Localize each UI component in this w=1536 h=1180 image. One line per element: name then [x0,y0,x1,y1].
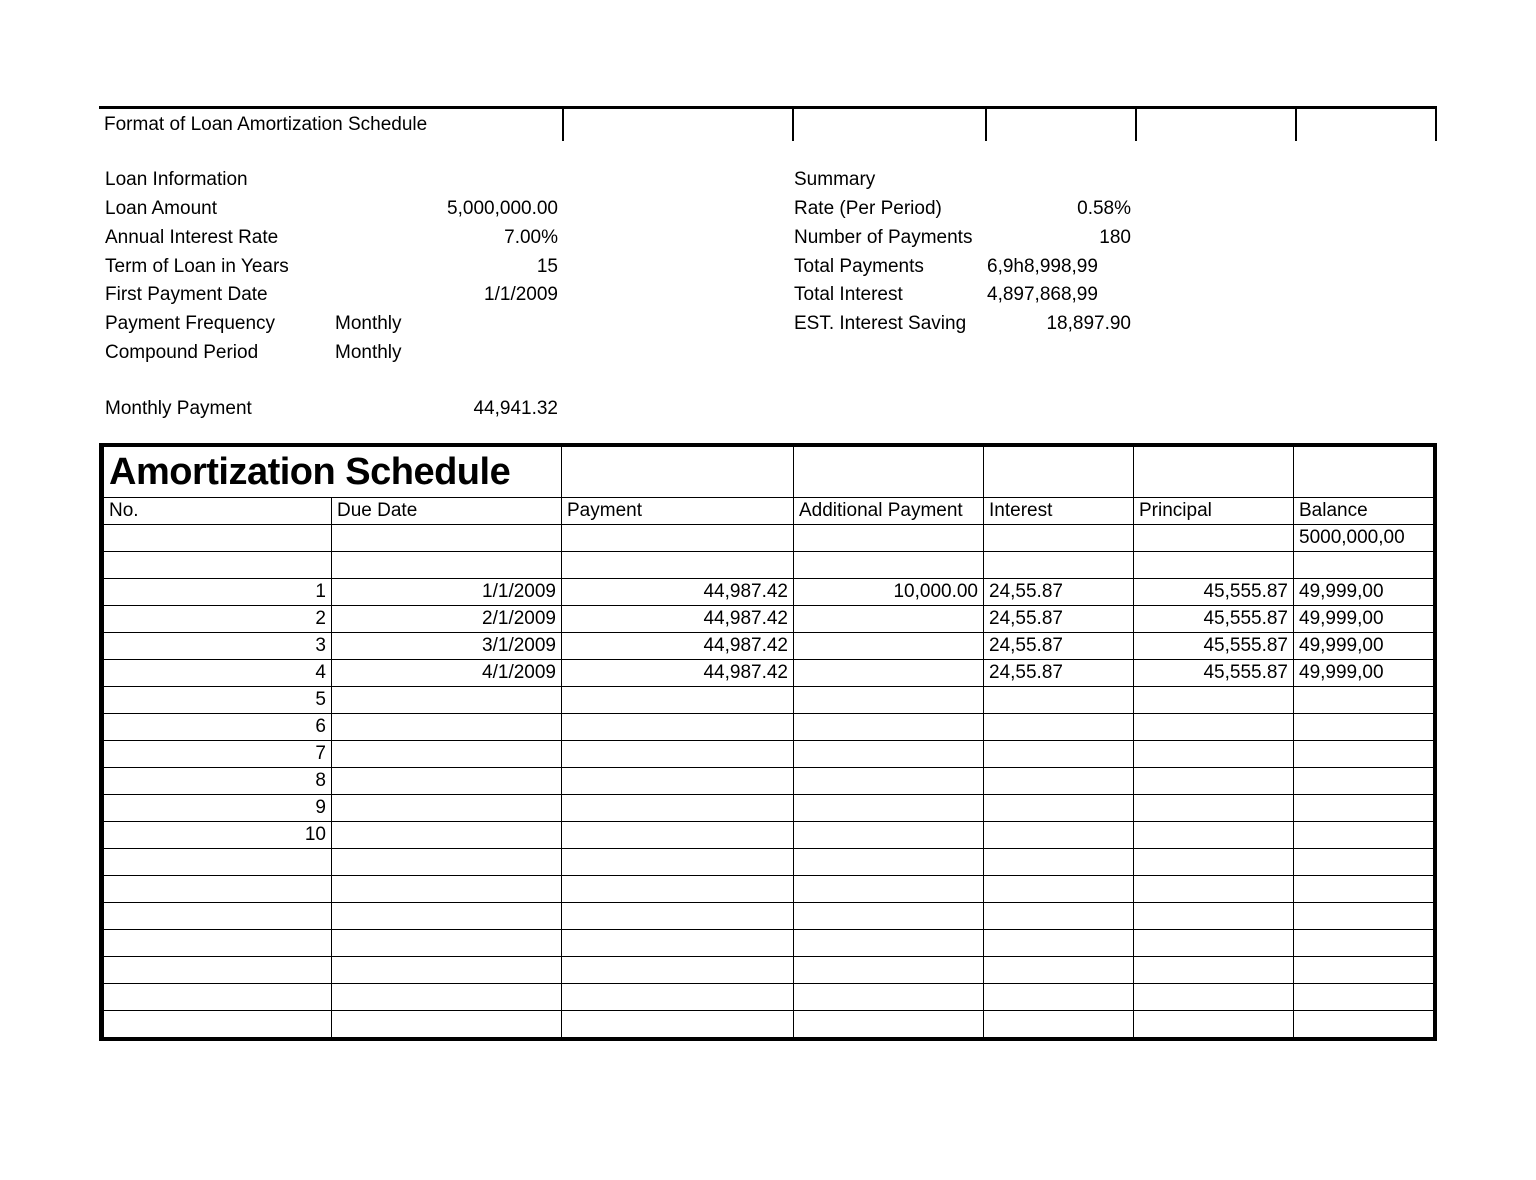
cell-interest[interactable] [984,686,1134,713]
cell-due-date[interactable] [332,821,562,848]
cell-interest[interactable] [984,767,1134,794]
cell-interest[interactable] [984,713,1134,740]
cell-no[interactable]: 4 [104,659,332,686]
cell-balance[interactable]: 5000,000,00 [1294,524,1434,551]
cell-payment[interactable] [562,740,794,767]
compound-period-value: Monthly [335,342,402,363]
cell-no[interactable]: 6 [104,713,332,740]
cell-payment[interactable]: 44,987.42 [562,605,794,632]
schedule-title-filler-5 [1294,447,1434,497]
table-row[interactable] [104,983,1434,1010]
banner-title: Format of Loan Amortization Schedule [104,114,428,135]
annual-interest-rate-value: 7.00% [504,227,558,248]
cell-due-date[interactable] [332,956,562,983]
cell-interest[interactable] [984,956,1134,983]
cell-principal[interactable] [1134,956,1294,983]
cell-interest[interactable]: 24,55.87 [984,659,1134,686]
total-interest-label: Total Interest [794,284,903,305]
table-row[interactable] [104,713,1434,740]
cell-payment[interactable]: 44,987.42 [562,578,794,605]
cell-balance[interactable] [1294,929,1434,956]
banner-column-divider-2 [792,109,794,141]
annual-interest-rate-label: Annual Interest Rate [105,227,279,248]
cell-no[interactable] [104,1010,332,1037]
cell-payment[interactable] [562,686,794,713]
cell-due-date[interactable] [332,794,562,821]
cell-due-date[interactable]: 1/1/2009 [332,578,562,605]
banner-column-divider-6 [1435,109,1437,141]
cell-interest[interactable] [984,929,1134,956]
schedule-header-row [104,497,1434,524]
spacer-row[interactable] [104,551,1434,578]
cell-balance[interactable]: 49,999,00 [1294,659,1434,686]
cell-additional-payment[interactable]: 10,000.00 [794,578,984,605]
est-interest-saving-label: EST. Interest Saving [794,313,967,334]
total-payments-label: Total Payments [794,256,924,277]
table-row[interactable] [104,794,1434,821]
cell-interest[interactable] [984,821,1134,848]
first-payment-date-label: First Payment Date [105,284,268,305]
cell-additional-payment[interactable] [794,875,984,902]
opening-balance-row[interactable] [104,524,1434,551]
cell-payment[interactable] [562,713,794,740]
term-of-loan-label: Term of Loan in Years [105,256,289,277]
cell-interest[interactable] [984,875,1134,902]
cell-balance[interactable] [1294,794,1434,821]
cell-principal[interactable] [1134,713,1294,740]
payment-frequency-value: Monthly [335,313,402,334]
term-of-loan-value: 15 [536,256,558,277]
cell-payment[interactable] [562,551,794,578]
cell-due-date[interactable] [332,875,562,902]
cell-additional-payment[interactable] [794,740,984,767]
cell-payment[interactable] [562,1010,794,1037]
table-row[interactable] [104,632,1434,659]
cell-additional-payment[interactable] [794,524,984,551]
cell-additional-payment[interactable] [794,659,984,686]
amortization-schedule-table [99,443,1437,1041]
cell-principal[interactable]: 45,555.87 [1134,578,1294,605]
cell-interest[interactable] [984,794,1134,821]
cell-due-date[interactable] [332,713,562,740]
table-row[interactable] [104,875,1434,902]
cell-balance[interactable] [1294,767,1434,794]
cell-payment[interactable] [562,794,794,821]
table-row[interactable] [104,929,1434,956]
total-interest-value: 4,897,868,99 [987,284,1098,305]
cell-additional-payment[interactable] [794,551,984,578]
cell-no[interactable] [104,902,332,929]
cell-no[interactable] [104,956,332,983]
cell-due-date[interactable] [332,767,562,794]
table-row[interactable] [104,767,1434,794]
loan-information-heading: Loan Information [105,169,248,190]
number-of-payments-label: Number of Payments [794,227,973,248]
cell-due-date[interactable] [332,848,562,875]
cell-additional-payment[interactable] [794,956,984,983]
compound-period-label: Compound Period [105,342,259,363]
cell-additional-payment[interactable] [794,983,984,1010]
column-header-due-date: Due Date [332,497,562,524]
cell-no[interactable]: 7 [104,740,332,767]
cell-balance[interactable] [1294,551,1434,578]
table-row[interactable] [104,848,1434,875]
schedule-title-filler-1 [562,447,794,497]
first-payment-date-value: 1/1/2009 [484,284,558,305]
table-row[interactable] [104,740,1434,767]
cell-principal[interactable] [1134,902,1294,929]
cell-principal[interactable] [1134,929,1294,956]
cell-principal[interactable] [1134,875,1294,902]
cell-additional-payment[interactable] [794,605,984,632]
cell-interest[interactable]: 24,55.87 [984,578,1134,605]
column-header-no: No. [104,497,332,524]
summary-heading: Summary [794,169,876,190]
cell-additional-payment[interactable] [794,632,984,659]
cell-interest[interactable] [984,551,1134,578]
cell-interest[interactable] [984,1010,1134,1037]
cell-principal[interactable] [1134,848,1294,875]
cell-additional-payment[interactable] [794,713,984,740]
cell-balance[interactable]: 49,999,00 [1294,605,1434,632]
cell-interest[interactable]: 24,55.87 [984,632,1134,659]
cell-principal[interactable] [1134,983,1294,1010]
cell-no[interactable]: 3 [104,632,332,659]
cell-no[interactable] [104,983,332,1010]
cell-balance[interactable]: 49,999,00 [1294,632,1434,659]
cell-balance[interactable] [1294,983,1434,1010]
cell-payment[interactable]: 44,987.42 [562,632,794,659]
loan-amount-label: Loan Amount [105,198,217,219]
cell-interest[interactable] [984,983,1134,1010]
cell-principal[interactable] [1134,794,1294,821]
cell-payment[interactable] [562,524,794,551]
rate-per-period-label: Rate (Per Period) [794,198,942,219]
table-row[interactable] [104,821,1434,848]
cell-no[interactable] [104,848,332,875]
cell-no[interactable] [104,929,332,956]
cell-additional-payment[interactable] [794,848,984,875]
payment-frequency-label: Payment Frequency [105,313,276,334]
cell-payment[interactable] [562,848,794,875]
cell-balance[interactable] [1294,821,1434,848]
schedule-title-filler-4 [1134,447,1294,497]
cell-no[interactable]: 10 [104,821,332,848]
banner-column-divider-3 [985,109,987,141]
cell-interest[interactable]: 24,55.87 [984,605,1134,632]
cell-payment[interactable]: 44,987.42 [562,659,794,686]
cell-principal[interactable] [1134,686,1294,713]
cell-payment[interactable] [562,929,794,956]
cell-payment[interactable] [562,821,794,848]
table-row[interactable] [104,956,1434,983]
cell-balance[interactable] [1294,956,1434,983]
cell-due-date[interactable]: 3/1/2009 [332,632,562,659]
cell-due-date[interactable]: 2/1/2009 [332,605,562,632]
schedule-title: Amortization Schedule [104,447,562,497]
cell-principal[interactable] [1134,1010,1294,1037]
cell-no[interactable]: 1 [104,578,332,605]
cell-principal[interactable] [1134,524,1294,551]
cell-due-date[interactable] [332,929,562,956]
cell-balance[interactable]: 49,999,00 [1294,578,1434,605]
table-row[interactable] [104,902,1434,929]
cell-principal[interactable]: 45,555.87 [1134,605,1294,632]
number-of-payments-value: 180 [1099,227,1131,248]
cell-payment[interactable] [562,875,794,902]
banner-column-divider-4 [1135,109,1137,141]
cell-payment[interactable] [562,902,794,929]
cell-payment[interactable] [562,767,794,794]
cell-balance[interactable] [1294,1010,1434,1037]
cell-payment[interactable] [562,983,794,1010]
schedule-title-filler-2 [794,447,984,497]
cell-due-date[interactable] [332,524,562,551]
cell-interest[interactable] [984,740,1134,767]
cell-balance[interactable] [1294,686,1434,713]
cell-principal[interactable] [1134,767,1294,794]
cell-no[interactable] [104,551,332,578]
cell-due-date[interactable] [332,551,562,578]
cell-due-date[interactable] [332,686,562,713]
schedule-title-filler-3 [984,447,1134,497]
cell-principal[interactable]: 45,555.87 [1134,659,1294,686]
column-header-payment: Payment [562,497,794,524]
table-row[interactable] [104,578,1434,605]
cell-principal[interactable] [1134,821,1294,848]
cell-due-date[interactable] [332,1010,562,1037]
table-row[interactable] [104,605,1434,632]
cell-due-date[interactable] [332,902,562,929]
cell-balance[interactable] [1294,902,1434,929]
cell-interest[interactable] [984,902,1134,929]
cell-interest[interactable] [984,848,1134,875]
cell-interest[interactable] [984,524,1134,551]
cell-no[interactable] [104,875,332,902]
cell-balance[interactable] [1294,875,1434,902]
schedule-title-row [104,447,1434,497]
table-row[interactable] [104,1010,1434,1037]
banner-strip [99,106,1437,141]
loan-amount-value: 5,000,000.00 [447,198,558,219]
cell-balance[interactable] [1294,713,1434,740]
cell-principal[interactable]: 45,555.87 [1134,632,1294,659]
cell-no[interactable]: 2 [104,605,332,632]
est-interest-saving-value: 18,897.90 [1046,313,1131,334]
schedule-body [104,447,1434,1037]
cell-no[interactable]: 5 [104,686,332,713]
cell-no[interactable]: 8 [104,767,332,794]
total-payments-value: 6,9h8,998,99 [987,256,1098,277]
table-row[interactable] [104,659,1434,686]
column-header-additional-payment: Additional Payment [794,497,984,524]
cell-balance[interactable] [1294,740,1434,767]
cell-principal[interactable] [1134,551,1294,578]
monthly-payment-value: 44,941.32 [473,398,558,419]
column-header-interest: Interest [984,497,1134,524]
cell-payment[interactable] [562,956,794,983]
cell-principal[interactable] [1134,740,1294,767]
cell-no[interactable] [104,524,332,551]
cell-additional-payment[interactable] [794,1010,984,1037]
cell-additional-payment[interactable] [794,686,984,713]
cell-additional-payment[interactable] [794,821,984,848]
banner-column-divider-5 [1295,109,1297,141]
banner-column-divider-1 [562,109,564,141]
cell-due-date[interactable]: 4/1/2009 [332,659,562,686]
rate-per-period-value: 0.58% [1077,198,1131,219]
cell-additional-payment[interactable] [794,902,984,929]
cell-additional-payment[interactable] [794,929,984,956]
cell-additional-payment[interactable] [794,767,984,794]
cell-additional-payment[interactable] [794,794,984,821]
column-header-principal: Principal [1134,497,1294,524]
cell-due-date[interactable] [332,740,562,767]
schedule-grid [103,447,1434,1037]
column-header-balance: Balance [1294,497,1434,524]
monthly-payment-label: Monthly Payment [105,398,252,419]
cell-due-date[interactable] [332,983,562,1010]
cell-balance[interactable] [1294,848,1434,875]
cell-no[interactable]: 9 [104,794,332,821]
table-row[interactable] [104,686,1434,713]
